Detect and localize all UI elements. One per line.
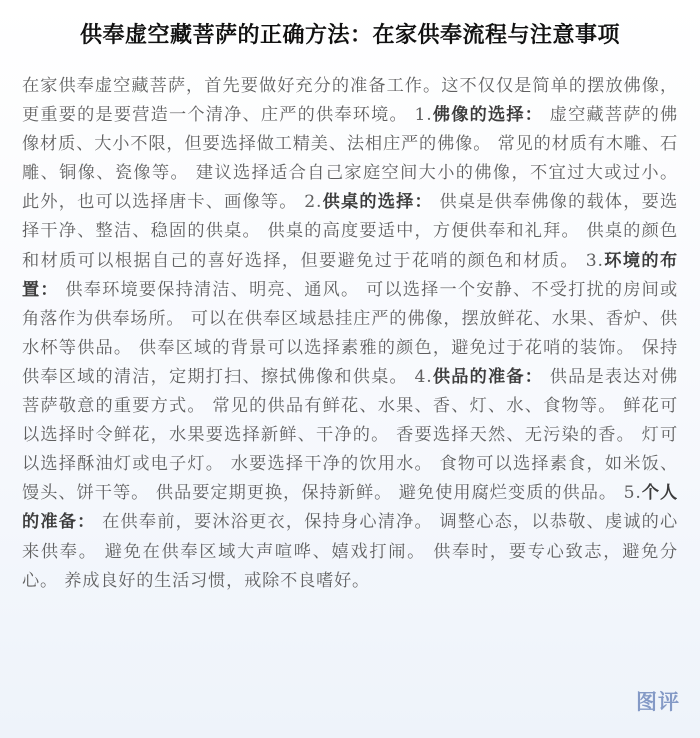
- section-3-body: 供奉环境要保持清洁、明亮、通风。 可以选择一个安静、不受打扰的房间或角落作为供奉场所。 可以在供奉区域悬挂庄严的佛像，摆放鲜花、水果、香炉、供水杯等供品。 供奉区域的背景可以选择素雅的颜色，避免过于花哨的装饰。 保持供奉区域的清洁，定期打扫、擦拭佛像和供桌。: [22, 279, 678, 387]
- section-1-heading: 佛像的选择：: [432, 105, 544, 126]
- intro-text: 在家供奉虚空藏菩萨，首先要做好充分的准备工作。这不仅仅是简单的摆放佛像，更重要的是要营造一个清净、庄严的供奉环境。: [22, 76, 678, 126]
- section-1-body: 虚空藏菩萨的佛像材质、大小不限，但要选择做工精美、法相庄严的佛像。 常见的材质有木雕、石雕、铜像、瓷像等。 建议选择适合自己家庭空间大小的佛像，不宜过大或过小。 此外，也可以选择唐卡、画像等。: [22, 105, 678, 213]
- section-4-body: 供品是表达对佛菩萨敬意的重要方式。 常见的供品有鲜花、水果、香、灯、水、食物等。 鲜花可以选择时令鲜花，水果要选择新鲜、干净的。 香要选择天然、无污染的香。 灯可以选择酥油灯或电子灯。 水要选择干净的饮用水。 食物可以选择素食，如米饭、馒头、饼干等。 供品要定期更换，保持新鲜。 避免使用腐烂变质的供品。: [22, 366, 678, 504]
- section-2-number: 2.: [304, 192, 323, 213]
- section-5-body: 在供奉前，要沐浴更衣，保持身心清净。 调整心态，以恭敬、虔诚的心来供奉。 避免在供奉区域大声喧哗、嬉戏打闹。 供奉时，要专心致志，避免分心。 养成良好的生活习惯，戒除不良嗜好。: [22, 512, 678, 591]
- section-3-number: 3.: [585, 250, 604, 271]
- section-2-body: 供桌是供奉佛像的载体，要选择干净、整洁、稳固的供桌。 供桌的高度要适中，方便供奉和礼拜。 供桌的颜色和材质可以根据自己的喜好选择，但要避免过于花哨的颜色和材质。: [22, 192, 678, 271]
- section-4-heading: 供品的准备：: [432, 366, 544, 387]
- watermark-logo: 图评: [636, 690, 680, 714]
- section-4: [22, 367, 678, 503]
- section-5-heading: 个人的准备：: [22, 483, 678, 533]
- section-4-number: 4.: [414, 366, 433, 387]
- section-5-number: 5.: [623, 483, 642, 504]
- section-2-heading: 供桌的选择：: [322, 192, 433, 213]
- section-3-heading: 环境的布置：: [22, 250, 678, 300]
- article-body: [22, 72, 678, 596]
- article-title: 供奉虚空藏菩萨的正确方法：在家供奉流程与注意事项: [79, 22, 620, 48]
- section-1-number: 1.: [414, 105, 433, 126]
